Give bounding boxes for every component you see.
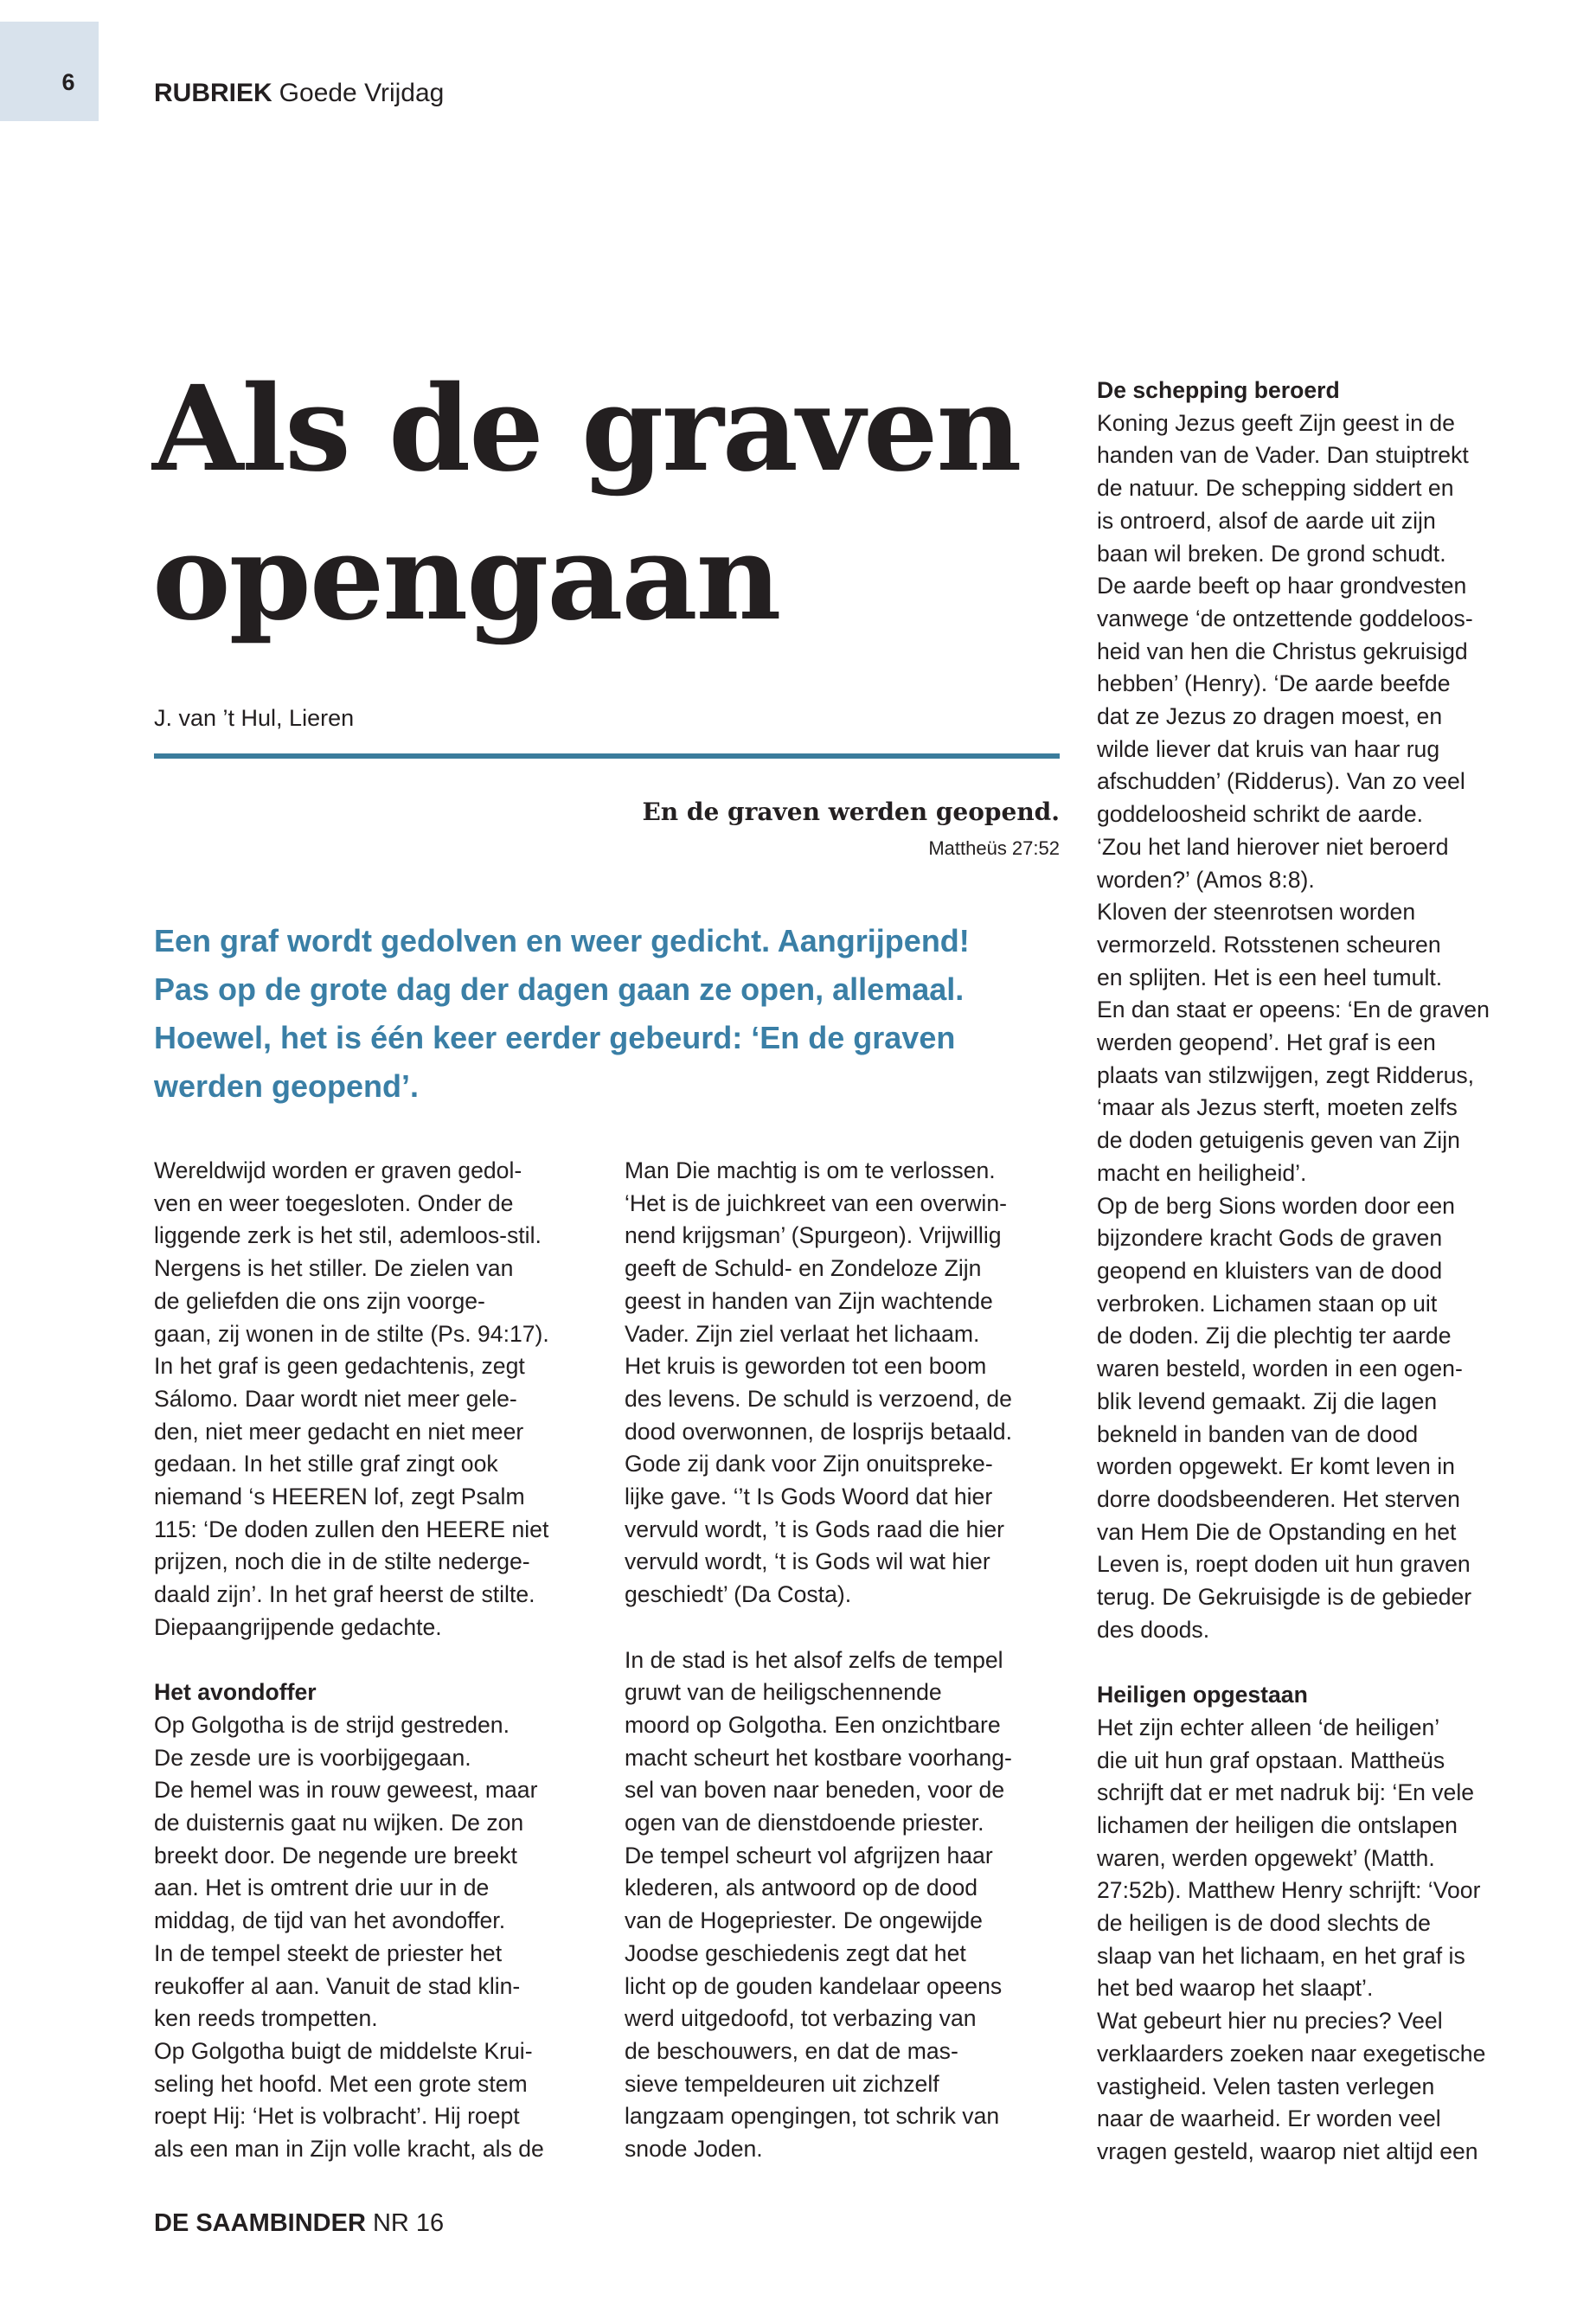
body-line: geschiedt’ (Da Costa).	[625, 1581, 852, 1608]
body-line: vervuld wordt, ’t is Gods raad die hier	[625, 1516, 1004, 1542]
body-line: de doden. Zij die plechtig ter aarde	[1097, 1323, 1452, 1349]
body-line: vragen gesteld, waarop niet altijd een	[1097, 2138, 1478, 2164]
paragraph-gap	[625, 1612, 1074, 1644]
body-line: ogen van de dienstdoende priester.	[625, 1810, 984, 1836]
body-line: 115: ‘De doden zullen den HEERE niet	[154, 1516, 549, 1542]
body-line: bekneld in banden van de dood	[1097, 1420, 1419, 1447]
body-line: baan wil breken. De grond schudt.	[1097, 540, 1446, 567]
body-line: Kloven der steenrotsen worden	[1097, 899, 1416, 926]
body-line: dat ze Jezus zo dragen moest, en	[1097, 703, 1443, 730]
body-line: hebben’ (Henry). ‘De aarde beefde	[1097, 670, 1451, 697]
title-line-2: opengaan	[152, 509, 780, 647]
body-line: macht scheurt het kostbare voorhang-	[625, 1744, 1012, 1771]
body-line: vermorzeld. Rotsstenen scheuren	[1097, 931, 1441, 958]
section-name: Goede Vrijdag	[279, 79, 445, 107]
body-line: de heiligen is de dood slechts de	[1097, 1910, 1431, 1937]
body-line: lijke gave. ‘’t Is Gods Woord dat hier	[625, 1484, 993, 1510]
body-line: ‘maar als Jezus sterft, moeten zelfs	[1097, 1094, 1458, 1121]
divider	[154, 753, 1060, 759]
body-line: gaan, zij wonen in de stilte (Ps. 94:17).	[154, 1320, 549, 1347]
body-line: gedaan. In het stille graf zingt ook	[154, 1451, 498, 1477]
body-line: vervuld wordt, ‘t is Gods wil wat hier	[625, 1548, 990, 1575]
body-line: is ontroerd, alsof de aarde uit zijn	[1097, 507, 1436, 534]
bible-quote: En de graven werden geopend.	[642, 798, 1060, 826]
body-line: prijzen, noch die in de stilte nederge-	[154, 1548, 530, 1575]
body-line: naar de waarheid. Er worden veel	[1097, 2106, 1441, 2132]
body-line: de natuur. De schepping siddert en	[1097, 475, 1454, 502]
body-line: langzaam opengingen, tot schrik van	[625, 2103, 1000, 2130]
body-line: bijzondere kracht Gods de graven	[1097, 1225, 1443, 1252]
body-column-2	[625, 1155, 1074, 2166]
body-line: ‘Zou het land hierover niet beroerd	[1097, 833, 1449, 860]
intro-line: Pas op de grote dag der dagen gaan ze open, allemaal.	[154, 971, 965, 1007]
body-line: In de stad is het alsof zelfs de tempel	[625, 1646, 1003, 1673]
body-line: worden opgewekt. Er komt leven in	[1097, 1453, 1455, 1480]
body-line: niemand ‘s HEEREN lof, zegt Psalm	[154, 1484, 525, 1510]
body-line: snode Joden.	[625, 2136, 763, 2163]
body-line: geeft de Schuld- en Zondeloze Zijn	[625, 1255, 982, 1282]
body-line: des doods.	[1097, 1616, 1210, 1643]
body-line: verbroken. Lichamen staan op uit	[1097, 1290, 1438, 1317]
body-line: nend krijgsman’ (Spurgeon). Vrijwillig	[625, 1222, 1002, 1249]
body-line: De tempel scheurt vol afgrijzen haar	[625, 1842, 993, 1868]
body-line: den, niet meer gedacht en niet meer	[154, 1418, 524, 1445]
body-line: dorre doodsbeenderen. Het sterven	[1097, 1485, 1460, 1512]
body-line: en splijten. Het is een heel tumult.	[1097, 964, 1443, 990]
body-line: afschudden’ (Ridderus). Van zo veel	[1097, 768, 1465, 795]
body-line: heid van hen die Christus gekruisigd	[1097, 638, 1468, 664]
body-line: liggende zerk is het stil, ademloos-stil.	[154, 1222, 542, 1249]
body-line: het bed waarop het slaapt’.	[1097, 1975, 1374, 2002]
page-number: 6	[61, 69, 75, 95]
body-line: En dan staat er opeens: ‘En de graven	[1097, 997, 1490, 1023]
article-author: J. van ’t Hul, Lieren	[154, 705, 355, 731]
section-label: RUBRIEK	[154, 79, 272, 107]
body-line: verklaarders zoeken naar exegetische	[1097, 2040, 1486, 2067]
body-line: waren, werden opgewekt’ (Matth.	[1097, 1844, 1435, 1871]
body-line: Man Die machtig is om te verlossen.	[625, 1157, 996, 1183]
body-line: Koning Jezus geeft Zijn geest in de	[1097, 409, 1455, 436]
body-line: Op de berg Sions worden door een	[1097, 1192, 1455, 1219]
intro-text	[154, 917, 1062, 1111]
body-line: daald zijn’. In het graf heerst de stilte.	[154, 1581, 535, 1608]
body-line: plaats van stilzwijgen, zegt Ridderus,	[1097, 1061, 1475, 1088]
body-line: geest in handen van Zijn wachtende	[625, 1287, 993, 1314]
body-line: roept Hij: ‘Het is volbracht’. Hij roept	[154, 2103, 520, 2130]
body-line: De zesde ure is voorbijgegaan.	[154, 1744, 471, 1771]
body-line: dood overwonnen, de losprijs betaald.	[625, 1418, 1012, 1445]
body-line: licht op de gouden kandelaar opeens	[625, 1972, 1003, 1999]
body-line: Op Golgotha is de strijd gestreden.	[154, 1711, 510, 1738]
body-line: als een man in Zijn volle kracht, als de	[154, 2136, 544, 2163]
subheading: Het avondoffer	[154, 1679, 317, 1706]
body-line: Joodse geschiedenis zegt dat het	[625, 1939, 966, 1966]
magazine-name: DE SAAMBINDER	[154, 2209, 366, 2237]
body-line: vastigheid. Velen tasten verlegen	[1097, 2073, 1435, 2099]
body-line: die uit hun graf opstaan. Mattheüs	[1097, 1747, 1445, 1773]
bible-quote-reference: Mattheüs 27:52	[928, 837, 1060, 859]
body-line: schrijft dat er met nadruk bij: ‘En vele	[1097, 1779, 1475, 1806]
body-line: reukoffer al aan. Vanuit de stad klin-	[154, 1972, 521, 1999]
body-line: klederen, als antwoord op de dood	[625, 1875, 978, 1901]
body-line: middag, de tijd van het avondoffer.	[154, 1907, 506, 1934]
issue-number: NR 16	[372, 2209, 445, 2237]
body-line: handen van de Vader. Dan stuiptrekt	[1097, 442, 1469, 469]
body-line: vanwege ‘de ontzettende goddeloos-	[1097, 605, 1473, 631]
body-line: de doden getuigenis geven van Zijn	[1097, 1127, 1460, 1154]
subheading: De schepping beroerd	[1097, 377, 1340, 403]
body-line: aan. Het is omtrent drie uur in de	[154, 1875, 490, 1901]
body-line: werden geopend’. Het graf is een	[1097, 1029, 1436, 1056]
body-line: In de tempel steekt de priester het	[154, 1939, 503, 1966]
body-line: des levens. De schuld is verzoend, de	[625, 1385, 1012, 1412]
body-line: In het graf is geen gedachtenis, zegt	[154, 1353, 525, 1380]
body-line: Wereldwijd worden er graven gedol-	[154, 1157, 522, 1183]
body-line: goddeloosheid schrikt de aarde.	[1097, 801, 1424, 828]
intro-line: werden geopend’.	[154, 1068, 420, 1104]
body-line: Vader. Zijn ziel verlaat het lichaam.	[625, 1320, 980, 1347]
title-line-1: Als de graven	[152, 360, 1021, 498]
body-line: ken reeds trompetten.	[154, 2005, 378, 2032]
intro-line: Hoewel, het is één keer eerder gebeurd: ‘En de graven	[154, 1020, 956, 1055]
body-column-3	[1097, 375, 1581, 2169]
body-line: macht en heiligheid’.	[1097, 1159, 1307, 1186]
body-line: Gode zij dank voor Zijn onuitspreke-	[625, 1451, 993, 1477]
article-title	[152, 355, 1086, 652]
body-line: Sálomo. Daar wordt niet meer gele-	[154, 1385, 517, 1412]
body-line: 27:52b). Matthew Henry schrijft: ‘Voor	[1097, 1877, 1481, 1904]
body-line: de duisternis gaat nu wijken. De zon	[154, 1810, 524, 1836]
body-line: terug. De Gekruisigde is de gebieder	[1097, 1584, 1472, 1611]
body-line: geopend en kluisters van de dood	[1097, 1257, 1443, 1284]
body-line: gruwt van de heiligschennende	[625, 1679, 942, 1706]
body-line: Nergens is het stiller. De zielen van	[154, 1255, 514, 1282]
body-line: Het kruis is geworden tot een boom	[625, 1353, 987, 1380]
page-number-tab	[0, 22, 99, 121]
body-line: werd uitgedoofd, tot verbazing van	[625, 2005, 977, 2032]
body-line: breekt door. De negende ure breekt	[154, 1842, 517, 1868]
body-line: worden?’ (Amos 8:8).	[1097, 866, 1315, 893]
body-line: Leven is, roept doden uit hun graven	[1097, 1551, 1471, 1578]
body-column-1	[154, 1155, 604, 2166]
paragraph-gap	[154, 1644, 604, 1677]
section-header	[154, 78, 444, 109]
body-line: De hemel was in rouw geweest, maar	[154, 1777, 538, 1804]
body-line: seling het hoofd. Met een grote stem	[154, 2070, 528, 2097]
footer	[154, 2208, 444, 2239]
subheading: Heiligen opgestaan	[1097, 1682, 1308, 1708]
body-line: de beschouwers, en dat de mas-	[625, 2037, 958, 2064]
body-line: ‘Het is de juichkreet van een overwin-	[625, 1189, 1007, 1216]
body-line: blik levend gemaakt. Zij die lagen	[1097, 1388, 1438, 1414]
body-line: Diepaangrijpende gedachte.	[154, 1613, 442, 1640]
intro-line: Een graf wordt gedolven en weer gedicht. Aangrijpend!	[154, 923, 970, 958]
body-line: moord op Golgotha. Een onzichtbare	[625, 1711, 1001, 1738]
body-line: wilde liever dat kruis van haar rug	[1097, 735, 1440, 762]
body-line: Het zijn echter alleen ‘de heiligen’	[1097, 1714, 1440, 1740]
paragraph-gap	[1097, 1646, 1581, 1679]
body-line: van Hem Die de Opstanding en het	[1097, 1518, 1457, 1545]
body-line: de geliefden die ons zijn voorge-	[154, 1287, 485, 1314]
body-line: slaap van het lichaam, en het graf is	[1097, 1942, 1465, 1969]
body-line: sieve tempeldeuren uit zichzelf	[625, 2070, 939, 2097]
body-line: ven en weer toegesloten. Onder de	[154, 1189, 514, 1216]
body-line: lichamen der heiligen die ontslapen	[1097, 1811, 1458, 1838]
body-line: waren besteld, worden in een ogen-	[1097, 1356, 1463, 1382]
body-line: Op Golgotha buigt de middelste Krui-	[154, 2037, 533, 2064]
body-line: Wat gebeurt hier nu precies? Veel	[1097, 2008, 1443, 2035]
body-line: De aarde beeft op haar grondvesten	[1097, 573, 1467, 599]
body-line: sel van boven naar beneden, voor de	[625, 1777, 1005, 1804]
body-line: van de Hogepriester. De ongewijde	[625, 1907, 983, 1934]
